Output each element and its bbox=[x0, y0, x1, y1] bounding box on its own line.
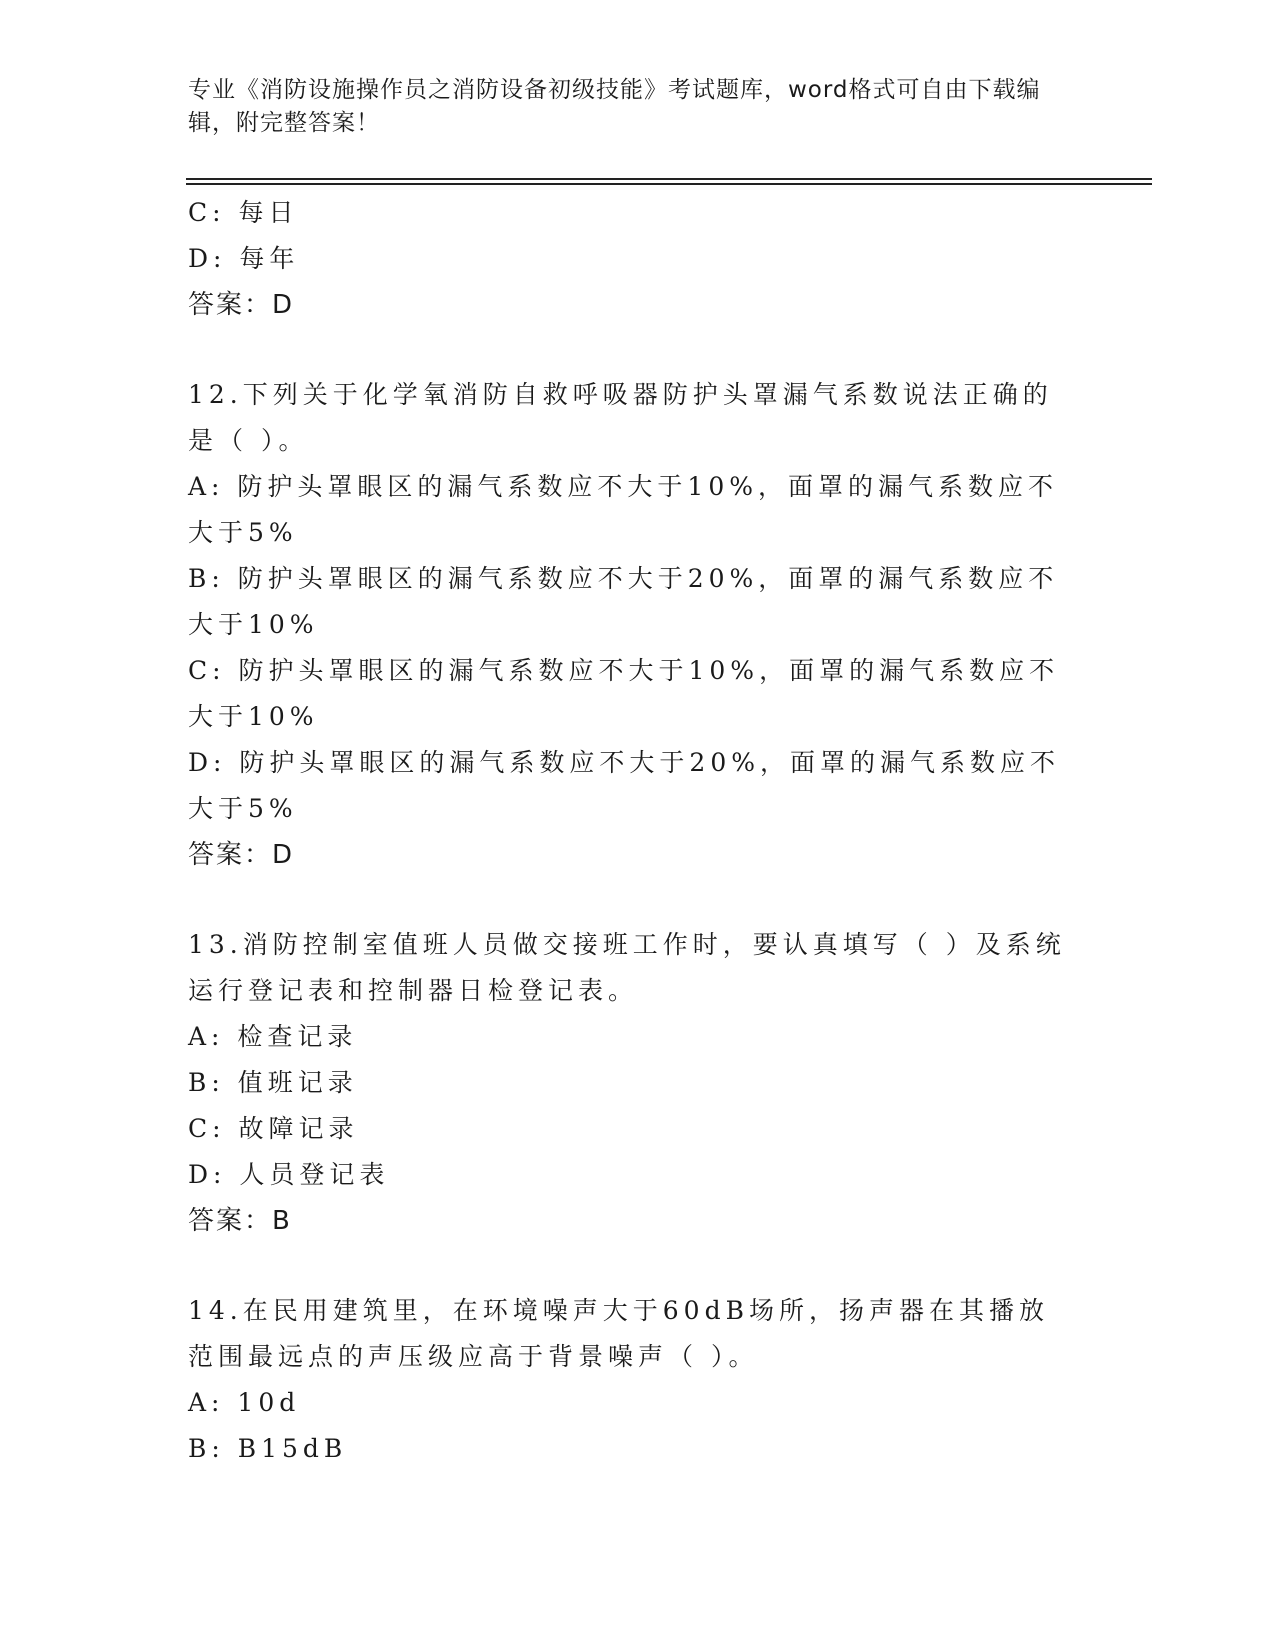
option-c: C: 每日 bbox=[188, 198, 299, 227]
header-line-1: 专业《消防设施操作员之消防设备初级技能》考试题库，word格式可自由下载编 bbox=[188, 77, 1041, 103]
header-divider-bottom bbox=[186, 183, 1152, 185]
option-b: B: 值班记录 bbox=[188, 1068, 358, 1097]
option-b: B: 防护头罩眼区的漏气系数应不大于20%，面罩的漏气系数应不大于10% bbox=[188, 564, 1059, 639]
option-d: D: 防护头罩眼区的漏气系数应不大于20%，面罩的漏气系数应不大于5% bbox=[188, 748, 1060, 823]
question-text: 12.下列关于化学氧消防自救呼吸器防护头罩漏气系数说法正确的是（ ）。 bbox=[188, 380, 1053, 455]
question-12 bbox=[188, 372, 1088, 878]
question-14 bbox=[188, 1288, 1088, 1472]
option-a: A: 防护头罩眼区的漏气系数应不大于10%，面罩的漏气系数应不大于5% bbox=[188, 472, 1058, 547]
option-a: A: 检查记录 bbox=[188, 1022, 358, 1051]
answer-line: 答案：D bbox=[188, 290, 295, 320]
option-c: C: 防护头罩眼区的漏气系数应不大于10%，面罩的漏气系数应不大于10% bbox=[188, 656, 1060, 731]
partial-question bbox=[188, 190, 1088, 328]
header-divider-top bbox=[186, 178, 1152, 180]
option-d: D: 每年 bbox=[188, 244, 300, 273]
answer-line: 答案：B bbox=[188, 1206, 292, 1236]
option-a: A: 10d bbox=[188, 1388, 301, 1417]
option-b: B: B15dB bbox=[188, 1434, 348, 1463]
header-line-2: 辑，附完整答案！ bbox=[188, 110, 380, 136]
answer-line: 答案：D bbox=[188, 840, 295, 870]
question-text: 14.在民用建筑里，在环境噪声大于60dB场所，扬声器在其播放范围最远点的声压级应高于背景噪声（ ）。 bbox=[188, 1296, 1049, 1371]
option-c: C: 故障记录 bbox=[188, 1114, 359, 1143]
option-d: D: 人员登记表 bbox=[188, 1160, 390, 1189]
question-list bbox=[188, 190, 1088, 1472]
document-header bbox=[188, 74, 1068, 140]
question-13 bbox=[188, 922, 1088, 1244]
question-text: 13.消防控制室值班人员做交接班工作时，要认真填写（ ）及系统运行登记表和控制器日检登记表。 bbox=[188, 930, 1066, 1005]
